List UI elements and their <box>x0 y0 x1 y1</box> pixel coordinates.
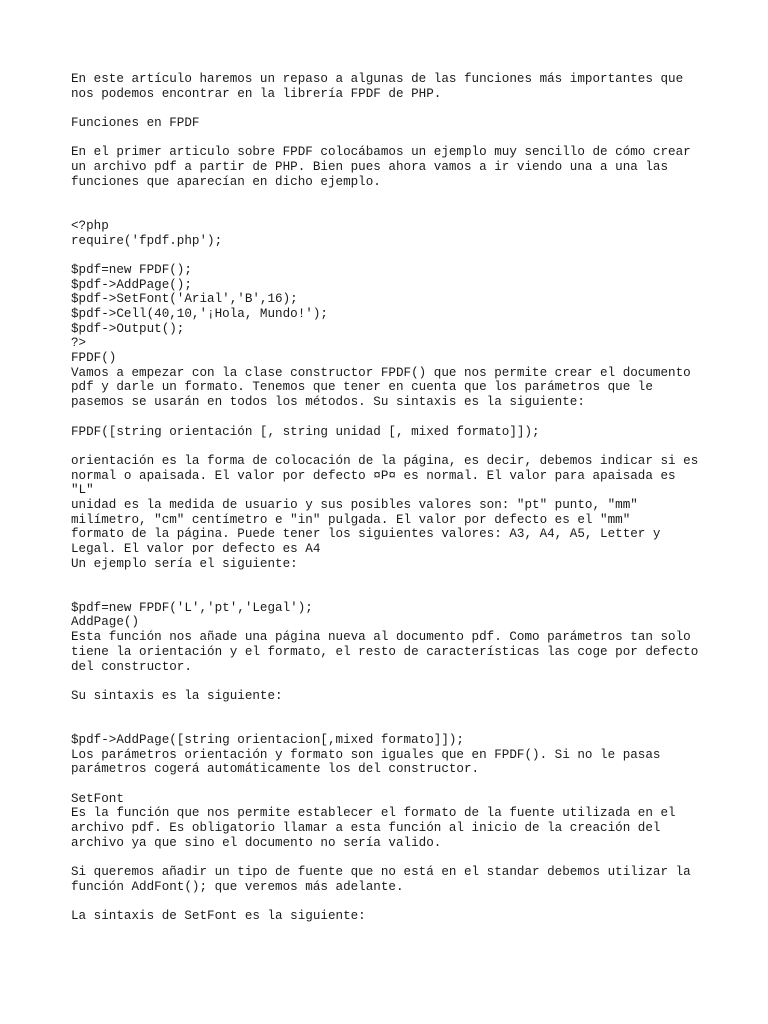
text-line: SetFont <box>71 791 124 806</box>
text-line: unidad es la medida de usuario y sus posibles valores son: "pt" punto, "mm" <box>71 497 638 512</box>
blank-line <box>71 204 731 219</box>
blank-line <box>71 571 731 586</box>
text-line: $pdf=new FPDF(); <box>71 262 192 277</box>
text-line: <?php <box>71 218 109 233</box>
text-line: Funciones en FPDF <box>71 116 200 131</box>
blank-line <box>71 850 731 865</box>
blank-line <box>71 439 731 454</box>
text-line: "L" <box>71 483 94 498</box>
blank-line <box>71 101 731 116</box>
text-line: $pdf=new FPDF('L','pt','Legal'); <box>71 600 313 615</box>
text-line: Un ejemplo sería el siguiente: <box>71 556 298 571</box>
text-line: $pdf->Output(); <box>71 321 185 336</box>
document-page <box>71 72 731 924</box>
text-line: En este artículo haremos un repaso a algunas de las funciones más importantes que <box>71 72 684 86</box>
text-line: Vamos a empezar con la clase constructor FPDF() que nos permite crear el documento <box>71 365 691 380</box>
text-line: funciones que aparecían en dicho ejemplo. <box>71 174 381 189</box>
text-line: ?> <box>71 336 87 351</box>
blank-line <box>71 674 731 689</box>
text-line: normal o apaisada. El valor por defecto ¤P¤ es normal. El valor para apaisada es <box>71 468 676 483</box>
text-line: $pdf->AddPage([string orientacion[,mixed formato]]); <box>71 732 464 747</box>
text-line: Los parámetros orientación y formato son iguales que en FPDF(). Si no le pasas <box>71 747 661 762</box>
text-line: FPDF([string orientación [, string unidad [, mixed formato]]); <box>71 424 540 439</box>
text-line: orientación es la forma de colocación de la página, es decir, debemos indicar si es <box>71 453 699 468</box>
blank-line <box>71 248 731 263</box>
text-line: tiene la orientación y el formato, el resto de características las coge por defecto <box>71 644 699 659</box>
text-line: del constructor. <box>71 659 192 674</box>
blank-line <box>71 190 731 205</box>
text-line: Su sintaxis es la siguiente: <box>71 688 283 703</box>
text-line: Si queremos añadir un tipo de fuente que no está en el standar debemos utilizar la <box>71 865 691 880</box>
text-line: $pdf->AddPage(); <box>71 277 192 292</box>
text-line: AddPage() <box>71 615 140 630</box>
blank-line <box>71 410 731 425</box>
text-line: Legal. El valor por defecto es A4 <box>71 542 321 556</box>
text-line: En el primer articulo sobre FPDF colocábamos un ejemplo muy sencillo de cómo crear <box>71 145 691 160</box>
text-line: FPDF() <box>71 351 117 366</box>
blank-line <box>71 586 731 601</box>
blank-line <box>71 718 731 733</box>
text-line: Es la función que nos permite establecer el formato de la fuente utilizada en el <box>71 806 676 821</box>
text-line: $pdf->SetFont('Arial','B',16); <box>71 292 298 307</box>
text-line: función AddFont(); que veremos más adelante. <box>71 879 404 894</box>
text-line: La sintaxis de SetFont es la siguiente: <box>71 909 366 924</box>
text-line: formato de la página. Puede tener los siguientes valores: A3, A4, A5, Letter y <box>71 527 661 542</box>
blank-line <box>71 131 731 146</box>
text-line: Esta función nos añade una página nueva al documento pdf. Como parámetros tan solo <box>71 630 691 645</box>
blank-line <box>71 895 731 910</box>
text-line: archivo ya que sino el documento no sería valido. <box>71 835 442 850</box>
text-line: milímetro, "cm" centímetro e "in" pulgada. El valor por defecto es el "mm" <box>71 512 631 527</box>
text-line: un archivo pdf a partir de PHP. Bien pues ahora vamos a ir viendo una a una las <box>71 160 669 175</box>
text-line: pasemos se usarán en todos los métodos. Su sintaxis es la siguiente: <box>71 395 585 410</box>
text-line: nos podemos encontrar en la librería FPDF de PHP. <box>71 86 442 101</box>
blank-line <box>71 704 731 719</box>
text-line: require('fpdf.php'); <box>71 233 223 248</box>
blank-line <box>71 777 731 792</box>
text-line: archivo pdf. Es obligatorio llamar a esta función al inicio de la creación del <box>71 821 661 836</box>
text-line: $pdf->Cell(40,10,'¡Hola, Mundo!'); <box>71 307 328 321</box>
text-line: pdf y darle un formato. Tenemos que tener en cuenta que los parámetros que le <box>71 380 653 395</box>
text-line: parámetros cogerá automáticamente los del constructor. <box>71 762 480 777</box>
